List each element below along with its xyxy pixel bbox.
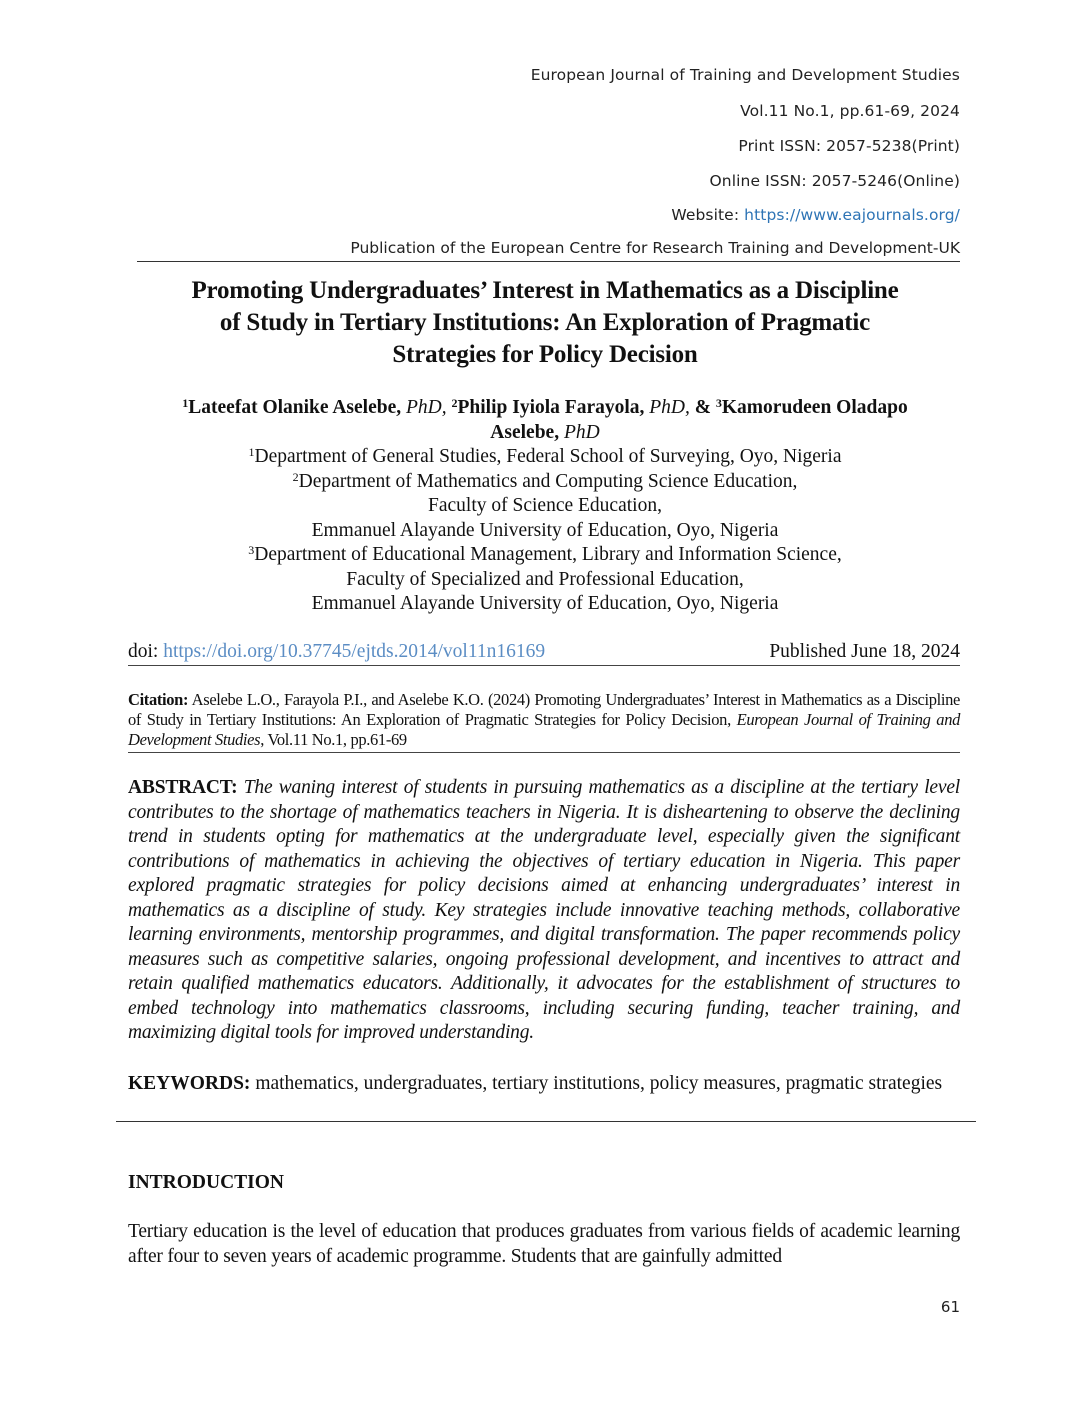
keywords-divider (116, 1121, 976, 1122)
doi-row (128, 641, 960, 666)
keywords-block (128, 1072, 960, 1097)
author-3-name-part1: Kamorudeen Oladapo (721, 397, 908, 418)
affiliation (120, 470, 970, 495)
author-ampersand: & (694, 397, 712, 418)
volume-info: Vol.11 No.1, pp.61-69, 2024 (740, 102, 960, 120)
affiliation-text: Department of General Studies, Federal School of Surveying, Oyo, Nigeria (254, 446, 842, 467)
citation-tail: , Vol.11 No.1, pp.61-69 (260, 730, 407, 749)
author-1-degree: PhD, (406, 397, 447, 418)
online-issn: Online ISSN: 2057-5246(Online) (709, 172, 960, 190)
citation-block (128, 690, 960, 753)
affiliation (120, 445, 970, 470)
affiliation (120, 519, 970, 544)
affiliation (120, 543, 970, 568)
affiliation-text: Department of Educational Management, Library and Information Science, (254, 544, 842, 565)
author-line-1 (120, 396, 970, 421)
author-line-2 (120, 421, 970, 446)
affiliation-sup: 3 (248, 543, 255, 557)
affiliation (120, 568, 970, 593)
author-1-name: Lateefat Olanike Aselebe, (188, 397, 402, 418)
doi-link[interactable]: https://doi.org/10.37745/ejtds.2014/vol11n16169 (163, 641, 546, 662)
affiliation-text: Faculty of Specialized and Professional Education, (346, 568, 744, 590)
authors-block (120, 396, 970, 617)
affiliation-sup: 1 (248, 445, 255, 459)
keywords-text: mathematics, undergraduates, tertiary institutions, policy measures, pragmatic strategies (250, 1073, 943, 1094)
affiliation (120, 494, 970, 519)
website-label: Website: (671, 206, 745, 224)
affiliation-text: Department of Mathematics and Computing Science Education, (298, 470, 798, 492)
author-2-degree: PhD, (649, 397, 690, 418)
author-2-sup: 2 (451, 396, 458, 410)
affiliation-text: Emmanuel Alayande University of Education, Oyo, Nigeria (311, 593, 779, 614)
author-3-degree: PhD (563, 421, 600, 443)
introduction-heading: INTRODUCTION (128, 1172, 285, 1193)
affiliation (120, 592, 970, 617)
paper-title (120, 275, 970, 371)
author-2-name: Philip Iyiola Farayola, (457, 397, 645, 418)
published-date: Published June 18, 2024 (769, 641, 960, 662)
abstract-text: The waning interest of students in pursuing mathematics as a discipline at the tertiary level contributes to the shortage of mathematics teachers in Nigeria. It is disheartening to observe the declining trend in students opting for mathematics at the undergraduate level, especially given the significant contributions of mathematics in achieving the objectives of tertiary education in Nigeria. This paper explored pragmatic strategies for policy decisions aimed at enhancing undergraduates’ interest in mathematics as a discipline of study. Key strategies include innovative teaching methods, collaborative learning environments, mentorship programmes, and digital transformation. The paper recommends policy measures such as competitive salaries, ongoing professional development, and incentives to attract and retain qualified mathematics educators. Additionally, it advocates for the establishment of structures to embed technology into mathematics classrooms, including securing funding, teacher training, and maximizing digital tools for improved understanding. (128, 777, 960, 1043)
keywords-label: KEYWORDS: (128, 1073, 251, 1094)
introduction-paragraph: Tertiary education is the level of education that produces graduates from various fields of academic learning after four to seven years of academic programme. Students that are gainfully admitted (128, 1221, 960, 1267)
abstract-block (128, 776, 960, 1046)
publication-line: Publication of the European Centre for Research Training and Development-UK (137, 239, 960, 262)
abstract-label: ABSTRACT: (128, 777, 238, 798)
journal-name: European Journal of Training and Development Studies (530, 66, 960, 84)
website-link[interactable]: https://www.eajournals.org/ (744, 206, 960, 224)
title-line-2: of Study in Tertiary Institutions: An Exploration of Pragmatic (219, 309, 871, 336)
affiliation-text: Emmanuel Alayande University of Education, Oyo, Nigeria (311, 519, 779, 541)
page-number: 61 (940, 1298, 960, 1316)
citation-journal: European Journal of Training and Development Studies (128, 710, 960, 749)
title-line-1: Promoting Undergraduates’ Interest in Mathematics as a Discipline (191, 277, 899, 304)
title-line-3: Strategies for Policy Decision (392, 341, 698, 368)
citation-text: Aselebe L.O., Farayola P.I., and Aselebe K.O. (2024) Promoting Undergraduates’ Interest in Mathematics as a Discipline of Study in Tertiary Institutions: An Exploration of Pragmatic Strategies for Policy Decision, (128, 690, 960, 729)
website-line (671, 206, 960, 224)
author-3-name-part2: Aselebe, (490, 421, 560, 443)
print-issn: Print ISSN: 2057-5238(Print) (738, 137, 960, 155)
affiliation-text: Faculty of Science Education, (428, 495, 662, 516)
citation-label: Citation: (128, 690, 189, 709)
author-1-sup: 1 (182, 396, 189, 410)
affiliation-sup: 2 (292, 469, 299, 484)
author-3-sup: 3 (715, 396, 722, 410)
doi-label: doi: (128, 641, 164, 662)
